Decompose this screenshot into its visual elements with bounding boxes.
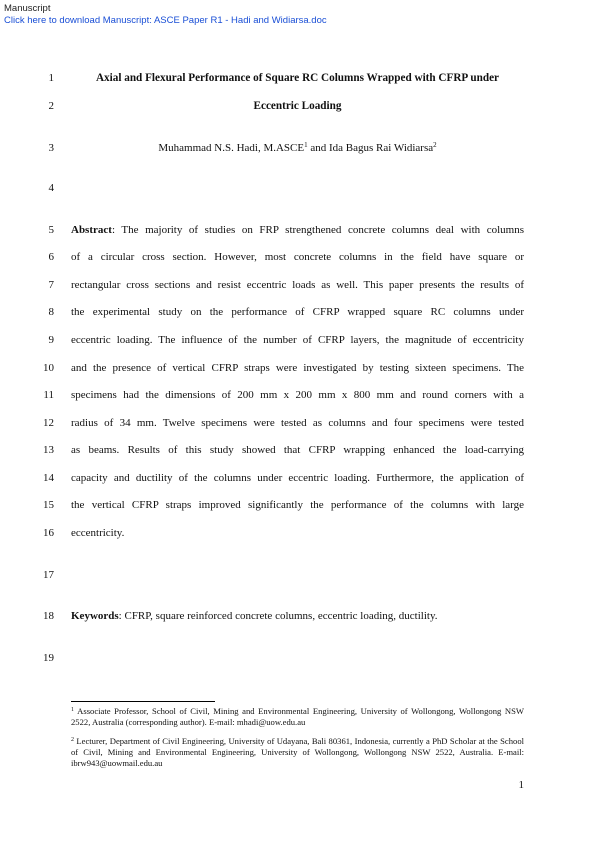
keywords-line bbox=[71, 610, 437, 623]
line-number: 14 bbox=[43, 472, 54, 484]
line-number: 7 bbox=[48, 279, 54, 291]
download-manuscript-link[interactable]: Click here to download Manuscript: ASCE Paper R1 - Hadi and Widiarsa.doc bbox=[4, 15, 327, 26]
line-number: 11 bbox=[43, 389, 54, 401]
line-number: 9 bbox=[48, 334, 54, 346]
footnote-1 bbox=[71, 706, 524, 728]
footnote-2 bbox=[71, 736, 524, 769]
line-number: 1 bbox=[48, 72, 54, 84]
line-number: 4 bbox=[48, 182, 54, 194]
line-number: 2 bbox=[48, 100, 54, 112]
author-connector: and bbox=[307, 142, 329, 154]
keywords-text: : CFRP, square reinforced concrete columns, eccentric loading, ductility. bbox=[118, 610, 438, 622]
abstract-line: eccentricity. bbox=[71, 527, 125, 539]
abstract-label: Abstract bbox=[71, 224, 112, 236]
line-number: 17 bbox=[43, 569, 54, 581]
footnote-1-mark: 1 bbox=[71, 707, 74, 713]
abstract-line: specimens had the dimensions of 200 mm x 200 mm x 800 mm and round corners with a bbox=[71, 389, 524, 401]
footnote-separator bbox=[71, 701, 215, 702]
keywords-label: Keywords bbox=[71, 610, 119, 622]
line-number: 19 bbox=[43, 652, 54, 664]
abstract-text: : The majority of studies on FRP strengthened concrete columns deal with columns bbox=[111, 224, 524, 236]
abstract-line: the experimental study on the performance of CFRP wrapped square RC columns under bbox=[71, 306, 524, 318]
line-number: 6 bbox=[48, 251, 54, 263]
line-number: 13 bbox=[43, 444, 54, 456]
line-number: 10 bbox=[43, 362, 54, 374]
line-number: 18 bbox=[43, 610, 54, 622]
abstract-line: and the presence of vertical CFRP straps were investigated by testing sixteen specimens. The bbox=[71, 362, 524, 374]
abstract-line: the vertical CFRP straps improved significantly the performance of the columns with large bbox=[71, 499, 524, 511]
abstract-line bbox=[71, 224, 524, 237]
line-number: 3 bbox=[48, 142, 54, 154]
footnote-1-text: Associate Professor, School of Civil, Mining and Environmental Engineering, University of Wollongong, Wollongong NSW 2522, Australia (corresponding author). E-mail: mhadi@uow.edu.au bbox=[71, 706, 524, 727]
abstract-line: of a circular cross section. However, most concrete columns in the field have square or bbox=[71, 251, 524, 263]
abstract-line: radius of 34 mm. Twelve specimens were tested as columns and four specimens were tested bbox=[71, 417, 524, 429]
author-2-name: Ida Bagus Rai Widiarsa bbox=[329, 142, 434, 154]
abstract-line: capacity and ductility of the columns under eccentric loading. Furthermore, the application of bbox=[71, 472, 524, 484]
author-1-footnote-mark: 1 bbox=[304, 141, 308, 149]
author-1-name: Muhammad N.S. Hadi, M.ASCE bbox=[158, 142, 305, 154]
paper-title-line-2: Eccentric Loading bbox=[253, 100, 342, 112]
footnote-2-text: Lecturer, Department of Civil Engineering, University of Udayana, Bali 80361, Indonesia, currently a PhD Scholar at the School of Civil, Mining and Environmental Engineering, University of Wollongong, Wollongong NSW 2522, Australia. E-mail: ibrw943@uowmail.edu.au bbox=[71, 736, 524, 768]
author-2-footnote-mark: 2 bbox=[433, 141, 437, 149]
author-line bbox=[71, 142, 524, 155]
footnote-2-mark: 2 bbox=[71, 737, 74, 743]
line-number: 15 bbox=[43, 499, 54, 511]
line-number: 12 bbox=[43, 417, 54, 429]
page-number: 1 bbox=[518, 779, 524, 791]
abstract-line: eccentric loading. The influence of the number of CFRP layers, the magnitude of eccentricity bbox=[71, 334, 524, 346]
abstract-line: as beams. Results of this study showed that CFRP wrapping enhanced the load-carrying bbox=[71, 444, 524, 456]
manuscript-label: Manuscript bbox=[4, 3, 51, 14]
line-number: 5 bbox=[48, 224, 54, 236]
paper-title-line-1: Axial and Flexural Performance of Square RC Columns Wrapped with CFRP under bbox=[95, 72, 500, 84]
abstract-line: rectangular cross sections and resist eccentric loads as well. This paper presents the results of bbox=[71, 279, 524, 291]
line-number: 16 bbox=[43, 527, 54, 539]
line-number: 8 bbox=[48, 306, 54, 318]
